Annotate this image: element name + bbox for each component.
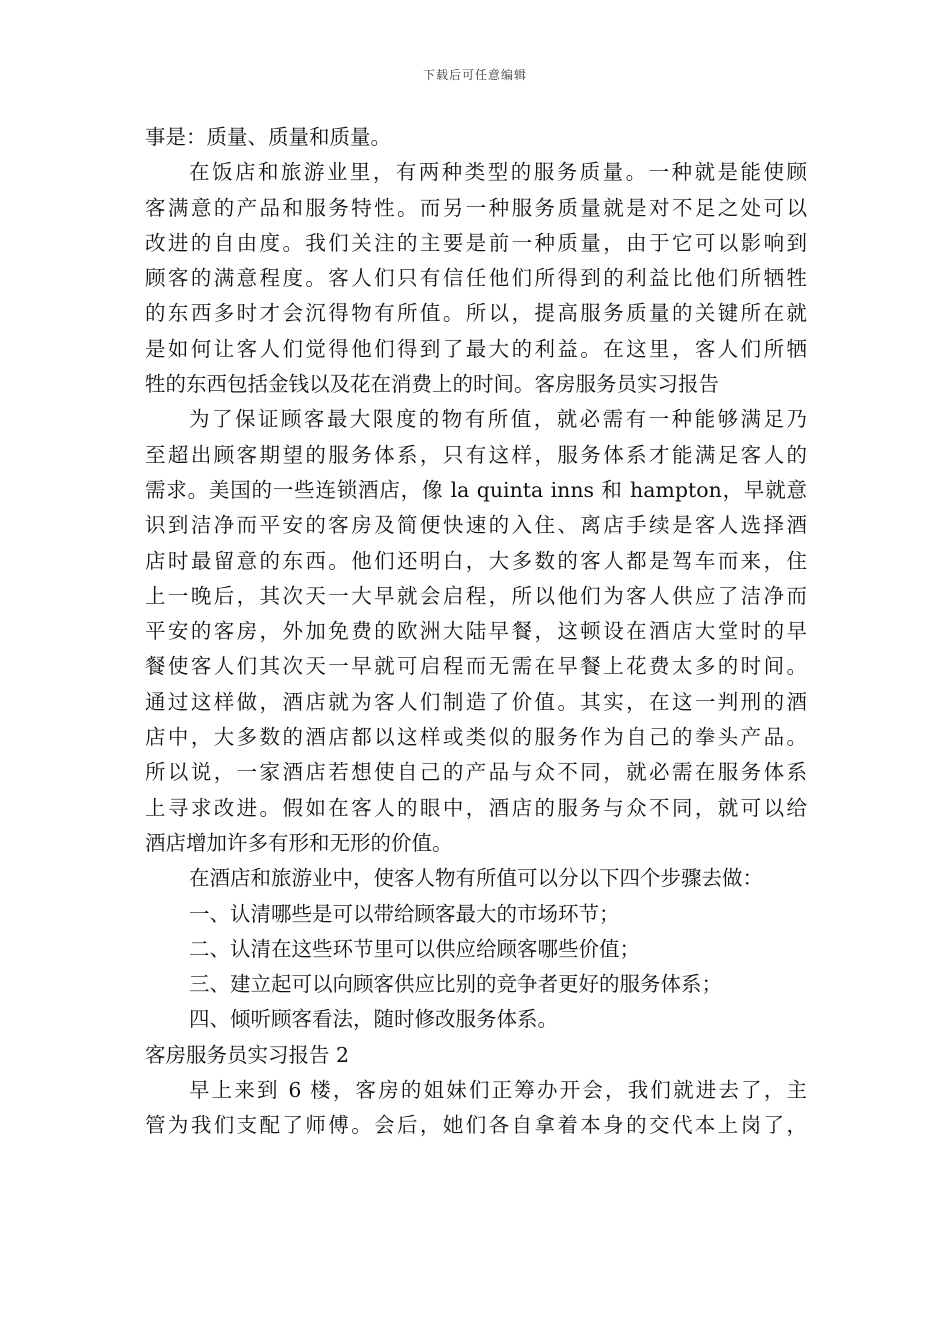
text-line: 为了保证顾客最大限度的物有所值，就必需有一种能够满足乃	[189, 407, 807, 432]
text-line: 酒店增加许多有形和无形的价值。	[145, 830, 453, 855]
document-body	[145, 120, 807, 1144]
text-line: 是如何让客人们觉得他们得到了最大的利益。在这里，客人们所牺	[145, 336, 807, 361]
text-line: 二、认清在这些环节里可以供应给顾客哪些价值；	[189, 936, 640, 961]
text-line: 管为我们支配了师傅。会后，她们各自拿着本身的交代本上岗了，	[145, 1113, 807, 1138]
page-header: 下载后可任意编辑	[422, 68, 527, 82]
text-line: 所以说，一家酒店若想使自己的产品与众不同，就必需在服务体系	[145, 760, 807, 785]
text-line: 在酒店和旅游业中，使客人物有所值可以分以下四个步骤去做：	[189, 866, 763, 891]
text-line: 识到洁净而平安的客房及简便快速的入住、离店手续是客人选择酒	[145, 513, 807, 538]
text-line: 事是：质量、质量和质量。	[145, 125, 391, 149]
text-line: 至超出顾客期望的服务体系，只有这样，服务体系才能满足客人的	[145, 442, 807, 467]
text-line: 餐使客人们其次天一早就可启程而无需在早餐上花费太多的时间。	[145, 654, 807, 679]
text-line: 一、认清哪些是可以带给顾客最大的市场环节；	[189, 901, 620, 926]
text-line: 客房服务员实习报告 2	[145, 1042, 350, 1067]
text-line: 通过这样做，酒店就为客人们制造了价值。其实，在这一判刑的酒	[145, 689, 807, 714]
text-line: 店时最留意的东西。他们还明白，大多数的客人都是驾车而来，住	[145, 548, 807, 573]
text-line: 上一晚后，其次天一大早就会启程，所以他们为客人供应了洁净而	[145, 583, 807, 608]
text-line: 的东西多时才会沉得物有所值。所以，提高服务质量的关键所在就	[145, 301, 807, 326]
text-line: 牲的东西包括金钱以及花在消费上的时间。客房服务员实习报告	[145, 372, 719, 397]
text-line: 三、建立起可以向顾客供应比别的竞争者更好的服务体系；	[189, 972, 722, 997]
text-line: 上寻求改进。假如在客人的眼中，酒店的服务与众不同，就可以给	[145, 795, 807, 820]
text-line: 早上来到 6 楼，客房的姐妹们正筹办开会，我们就进去了，主	[189, 1078, 807, 1103]
text-line: 需求。美国的一些连锁酒店，像 la quinta inns 和 hampton，早就意	[145, 477, 807, 502]
text-line: 在饭店和旅游业里，有两种类型的服务质量。一种就是能使顾	[189, 160, 807, 185]
text-line: 客满意的产品和服务特性。而另一种服务质量就是对不足之处可以	[145, 195, 807, 220]
text-line: 顾客的满意程度。客人们只有信任他们所得到的利益比他们所牺牲	[145, 266, 807, 291]
text-line: 平安的客房，外加免费的欧洲大陆早餐，这顿设在酒店大堂时的早	[145, 619, 807, 644]
text-line: 四、倾听顾客看法，随时修改服务体系。	[189, 1007, 558, 1032]
text-line: 改进的自由度。我们关注的主要是前一种质量，由于它可以影响到	[145, 230, 807, 255]
text-line: 店中，大多数的酒店都以这样或类似的服务作为自己的拳头产品。	[145, 725, 807, 750]
